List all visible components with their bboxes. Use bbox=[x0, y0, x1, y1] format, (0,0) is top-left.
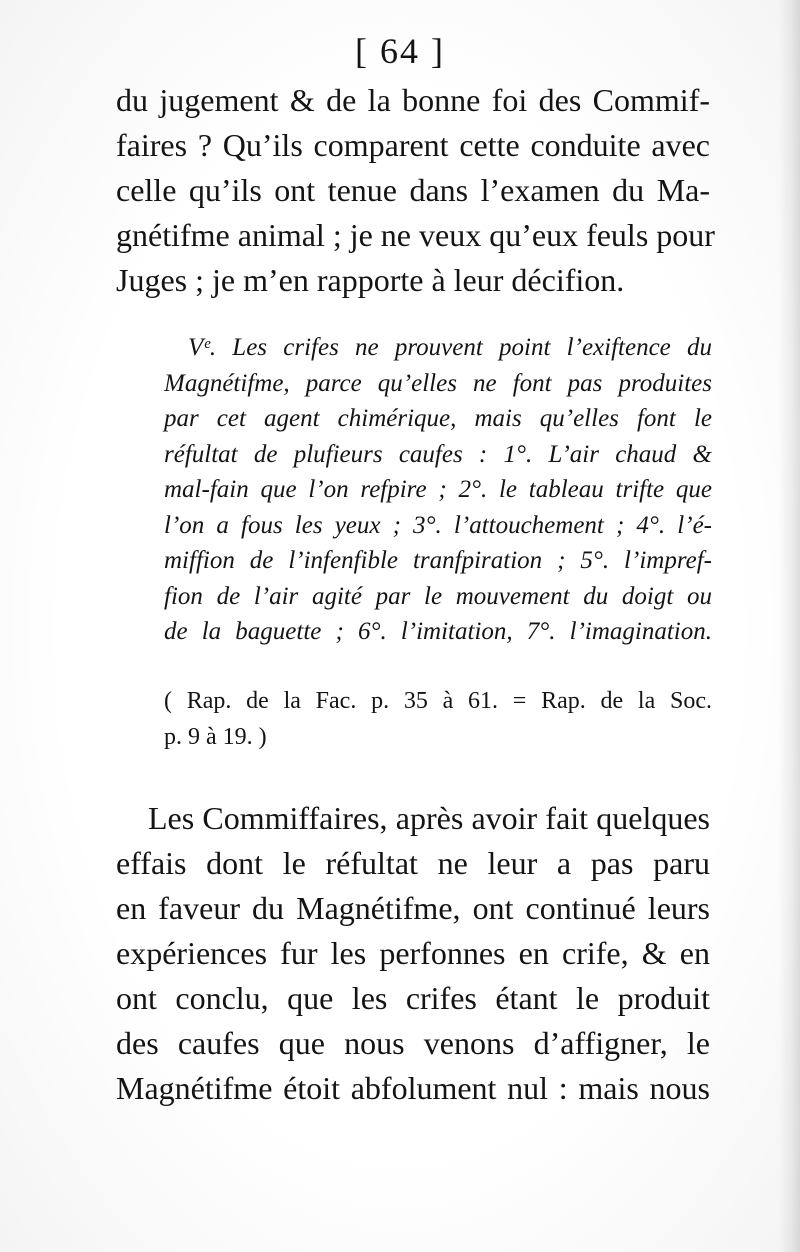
text-line: gnétifme animal ; je ne veux qu’eux feuls pour bbox=[116, 217, 715, 253]
text-line: Les Commiffaires, après avoir fait quelques bbox=[148, 800, 710, 836]
text-line: expériences fur les perfonnes en crife, & en bbox=[116, 935, 710, 971]
reference-line: p. 9 à 19. ) bbox=[164, 723, 267, 750]
paragraph-2 bbox=[116, 796, 710, 1111]
text-line: du jugement & de la bonne foi des Commif- bbox=[116, 82, 710, 118]
quote-line: de la baguette ; 6°. l’imitation, 7°. l’imagination. bbox=[164, 618, 712, 645]
quote-line: fion de l’air agité par le mouvement du doigt ou bbox=[164, 582, 712, 610]
quote-line: miffion de l’infenfible tranfpiration ; 5°. l’impref- bbox=[164, 547, 712, 574]
text-line: ont conclu, que les crifes étant le produit bbox=[116, 980, 710, 1016]
page-edge-shadow bbox=[778, 0, 800, 1252]
reference-line: ( Rap. de la Fac. p. 35 à 61. = Rap. de la Soc. bbox=[164, 688, 712, 714]
paragraph-1 bbox=[116, 78, 715, 303]
citation-reference bbox=[164, 684, 712, 755]
text-line: effais dont le réfultat ne leur a pas paru bbox=[116, 845, 710, 881]
quote-line: Vᵉ. Les crifes ne prouvent point l’exiftence du bbox=[188, 334, 712, 361]
text-line: des caufes que nous venons d’affigner, le bbox=[116, 1025, 710, 1061]
quote-line: l’on a fous les yeux ; 3°. l’attouchement ; 4°. l’é- bbox=[164, 511, 712, 539]
page-number: [ 64 ] bbox=[355, 31, 445, 71]
text-line: Juges ; je m’en rapporte à leur décifion. bbox=[116, 262, 625, 298]
quote-line: mal-fain que l’on refpire ; 2°. le tableau trifte que bbox=[164, 476, 712, 503]
quote-line: réfultat de plufieurs caufes : 1°. L’air chaud & bbox=[164, 440, 712, 468]
text-line: Magnétifme étoit abfolument nul : mais nous bbox=[116, 1070, 710, 1106]
text-line: faires ? Qu’ils comparent cette conduite avec bbox=[116, 127, 710, 163]
quote-line: par cet agent chimérique, mais qu’elles font le bbox=[164, 405, 712, 432]
quoted-objection bbox=[164, 330, 712, 650]
quote-line: Magnétifme, parce qu’elles ne font pas produites bbox=[164, 369, 712, 397]
text-line: celle qu’ils ont tenue dans l’examen du Ma- bbox=[116, 172, 710, 208]
text-line: en faveur du Magnétifme, ont continué leurs bbox=[116, 890, 710, 926]
